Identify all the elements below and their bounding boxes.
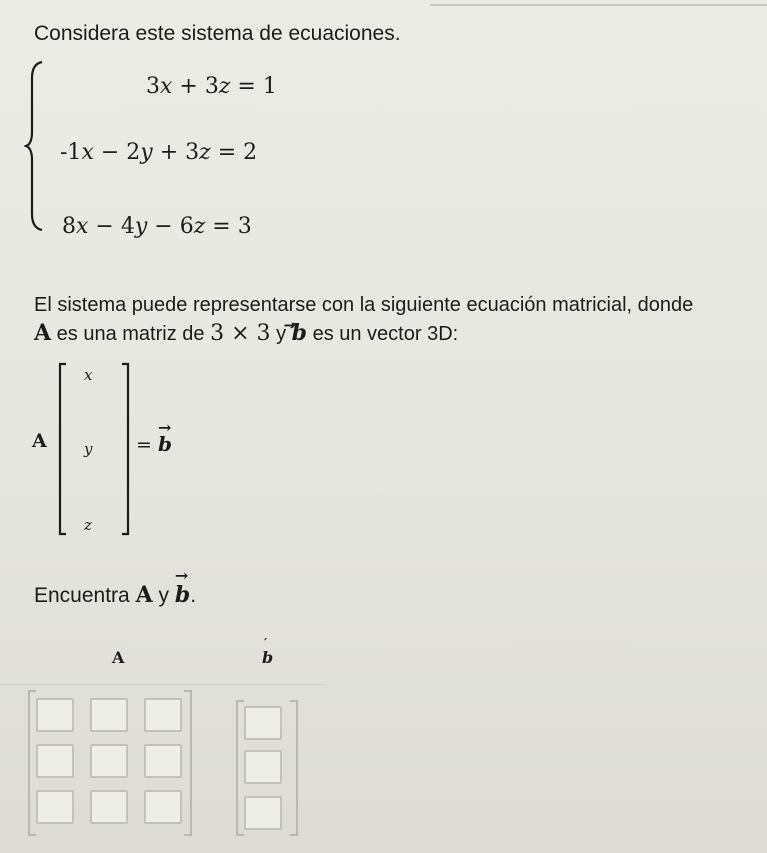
- vector-entry-z: z: [84, 516, 92, 534]
- matrix-A-cell-3-3[interactable]: [144, 790, 182, 824]
- prompt-text: Considera este sistema de ecuaciones.: [34, 22, 401, 45]
- vector-b-cell-2[interactable]: [244, 750, 282, 784]
- matrix-A-left-bracket: [28, 690, 36, 836]
- answer-header-b: ′ b: [262, 636, 274, 667]
- matrix-A-cell-2-1[interactable]: [36, 744, 74, 778]
- vector-b-cell-1[interactable]: [244, 706, 282, 740]
- top-divider: [430, 4, 767, 6]
- matrix-A-cell-1-3[interactable]: [144, 698, 182, 732]
- matrix-A-symbol: A: [32, 430, 47, 452]
- matrix-A-cell-1-2[interactable]: [90, 698, 128, 732]
- equation-2: -1x − 2y + 3z = 2: [60, 140, 258, 165]
- vector-b-right-bracket: [290, 700, 298, 836]
- matrix-A-cell-3-1[interactable]: [36, 790, 74, 824]
- find-instruction: Encuentra A y → b.: [34, 566, 197, 608]
- description-line-1: El sistema puede representarse con la siguiente ecuación matricial, donde: [34, 294, 694, 316]
- vector-b-cell-3[interactable]: [244, 796, 282, 830]
- answer-divider: [0, 684, 325, 685]
- equation-1: 3x + 3z = 1: [146, 74, 277, 99]
- matrix-A-cell-2-2[interactable]: [90, 744, 128, 778]
- left-brace-icon: [24, 60, 46, 232]
- matrix-A-cell-2-3[interactable]: [144, 744, 182, 778]
- matrix-A-cell-3-2[interactable]: [90, 790, 128, 824]
- vector-entry-y: y: [84, 440, 93, 458]
- vector-entry-x: x: [84, 366, 93, 384]
- column-vector-brackets: [52, 354, 142, 544]
- description-line-2: A es una matriz de 3 × 3 y b es un vector 3D:: [34, 320, 459, 346]
- vector-b-left-bracket: [236, 700, 244, 836]
- equation-3: 8x − 4y − 6z = 3: [62, 214, 252, 239]
- matrix-A-cell-1-1[interactable]: [36, 698, 74, 732]
- vector-b-symbol: → b: [158, 418, 172, 456]
- matrix-A-right-bracket: [184, 690, 192, 836]
- matrix-equals-sign: =: [136, 434, 152, 456]
- matrix-equation: [32, 354, 172, 544]
- answer-header-A: A: [112, 648, 125, 667]
